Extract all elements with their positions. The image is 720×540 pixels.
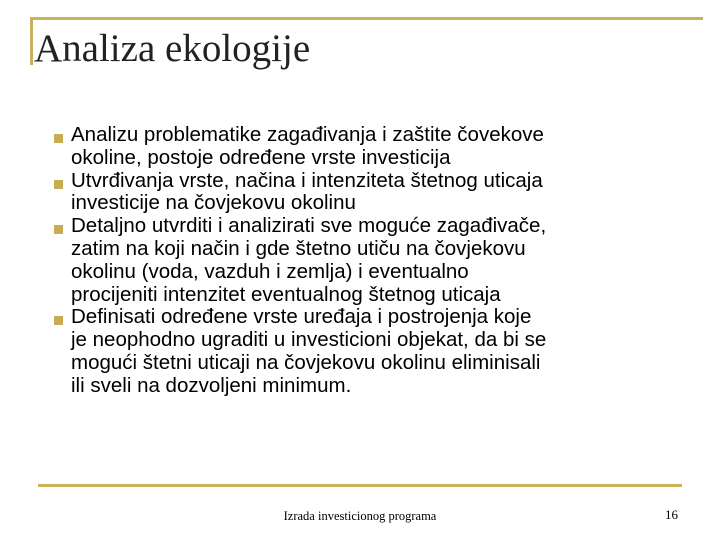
bullet-item [54,124,694,170]
frame-left-rule [30,17,33,65]
frame-top-rule [30,17,703,20]
page-number: 16 [665,507,678,522]
square-bullet-icon [54,180,63,189]
bullet-text: Detaljno utvrditi i analizirati sve moguće zagađivače, zatim na koji način i gde štetno utiču na čovjekovu okolinu (voda, vazduh i zemlja) i eventualno procijeniti intenzitet eventualnog štetnog uticaja [71,214,547,306]
bullet-text: Definisati određene vrste uređaja i postrojenja koje je neophodno ugraditi u investicioni objekat, da bi se mogući štetni uticaji na čovjekovu okolinu eliminisali ili sveli na dozvoljeni minimum. [71,305,547,397]
bullet-item [54,170,694,216]
bullet-text: Analizu problematike zagađivanja i zaštite čovekove okoline, postoje određene vrste investicija [71,123,544,169]
bullet-list [54,124,694,398]
square-bullet-icon [54,316,63,325]
footer-text: Izrada investicionog programa [283,509,437,523]
bullet-item [54,215,694,306]
square-bullet-icon [54,134,63,143]
frame-bottom-rule [38,484,682,487]
slide-title: Analiza ekologije [34,27,311,70]
bullet-text: Utvrđivanja vrste, načina i intenziteta štetnog uticaja investicije na čovjekovu okolinu [71,168,543,215]
bullet-item [54,306,694,397]
square-bullet-icon [54,225,63,234]
